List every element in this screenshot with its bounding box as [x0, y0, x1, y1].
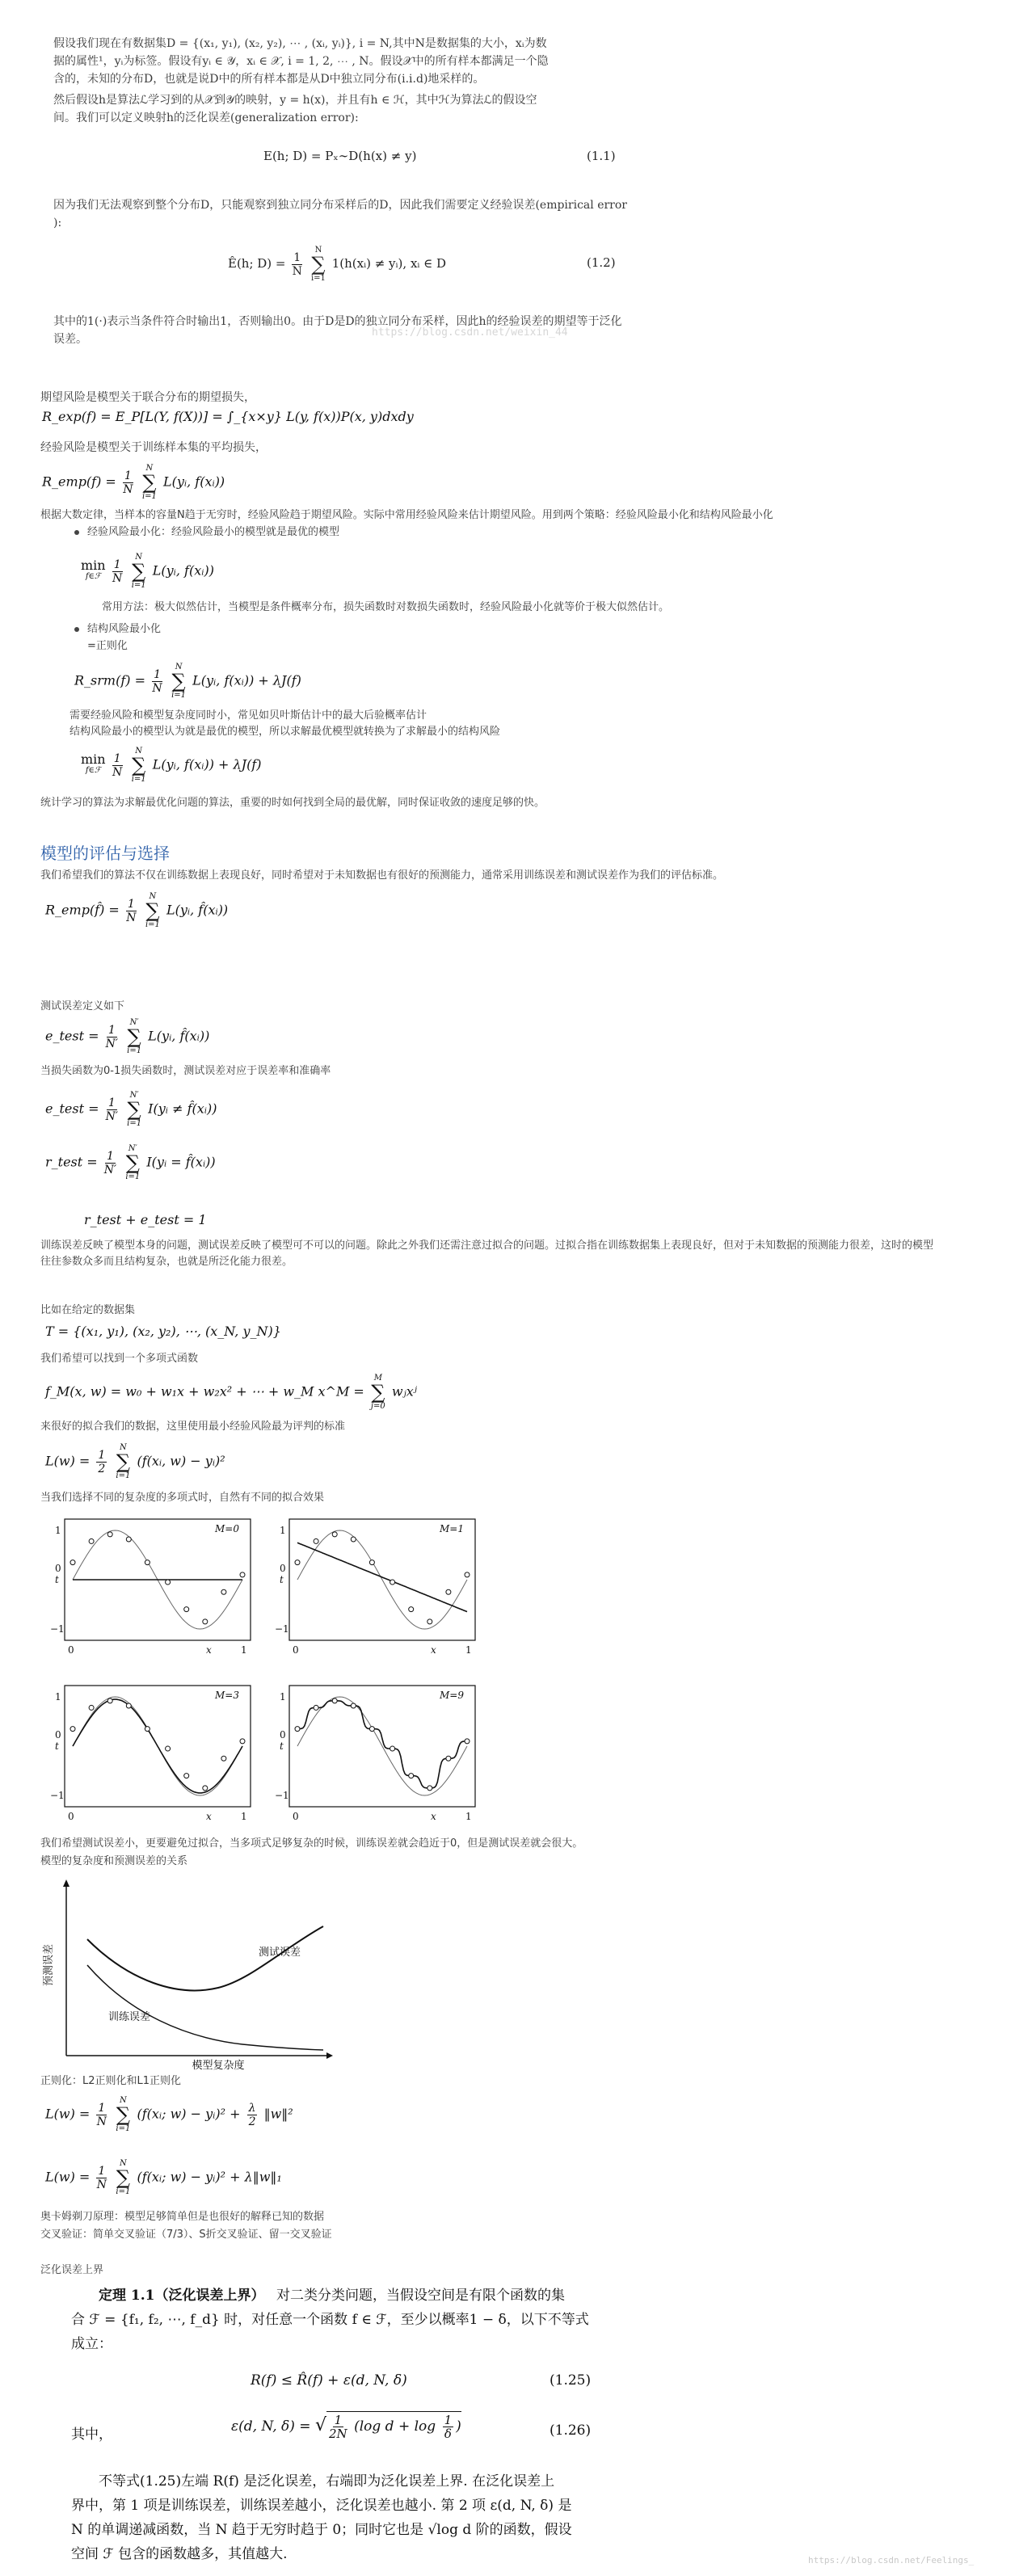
y-tick-label: 0	[280, 1729, 286, 1740]
intro-line-5: 间。我们可以定义映射h的泛化误差(generalization error):	[53, 112, 359, 124]
sum-symbol: N ∑ i=1	[131, 553, 146, 590]
data-point	[465, 1739, 470, 1744]
eval-para-11: 模型的复杂度和预测误差的关系	[40, 1855, 188, 1867]
intro-line-8: 其中的1(·)表示当条件符合时输出1，否则输出0。由于D是D的独立同分布采样，因此h的经验误差的期望等于泛化	[53, 315, 622, 328]
equation-lhs: L(w) =	[45, 1453, 91, 1469]
eval-para-2: 测试误差定义如下	[40, 1000, 125, 1012]
x-axis-label: x	[431, 1811, 436, 1822]
equation-lhs: R_srm(f) =	[74, 672, 145, 688]
data-point	[166, 1580, 171, 1585]
equation-loss	[45, 1443, 225, 1480]
x-tick-label: 1	[465, 1644, 472, 1656]
equation-1-25-number: (1.25)	[550, 2372, 592, 2389]
equation-1-2	[228, 246, 446, 283]
equation-lhs: r_test =	[45, 1154, 98, 1170]
data-point	[390, 1746, 395, 1751]
data-point	[184, 1774, 189, 1778]
equation-empirical-risk	[42, 464, 225, 501]
data-point	[351, 1703, 356, 1708]
data-point	[70, 1560, 75, 1565]
data-point	[107, 1698, 112, 1703]
true-curve	[297, 1697, 467, 1795]
sum-symbol: N ∑ i=1	[171, 663, 187, 700]
polynomial-fit-plots	[45, 1511, 482, 1850]
eval-para-8: 来很好的拟合我们的数据，这里使用最小经验风险最为评判的标准	[40, 1421, 346, 1433]
data-point	[390, 1580, 395, 1585]
eval-para-6: 比如在给定的数据集	[40, 1304, 136, 1316]
data-point	[369, 1560, 374, 1565]
equation-rhs: L(yᵢ, f(xᵢ)) + λJ(f)	[192, 672, 301, 688]
x-tick-label: 1	[241, 1811, 247, 1822]
fit-panel	[50, 1519, 251, 1656]
y-axis-label: 预测误差	[43, 1943, 55, 1987]
equation-srm	[74, 663, 301, 700]
intro-line-4: 然后假设h是算法ℒ学习到的从𝒳到𝒴的映射，y = h(x)，并且有h ∈ ℋ，其中ℋ为算法ℒ的假设空	[53, 94, 537, 107]
panel-label: M=1	[440, 1523, 464, 1534]
fraction: $\frac{\lambda}{2}$	[248, 2101, 256, 2128]
data-point	[295, 1560, 300, 1565]
equation-lhs: R_emp(f) =	[42, 474, 116, 490]
panel-label: M=3	[215, 1690, 239, 1701]
data-point	[145, 1560, 150, 1565]
eval-para-5: 往往参数众多而且结构复杂，也就是所泛化能力很差。	[40, 1256, 293, 1268]
sum-symbol: N ∑ i=1	[116, 2096, 131, 2133]
sum-symbol: N ∑ i=1	[116, 1443, 131, 1480]
y-tick-label: −1	[50, 1790, 65, 1801]
equation-etest	[45, 1018, 209, 1055]
panel-label: M=9	[440, 1690, 464, 1701]
risk-para-5: =正则化	[87, 640, 128, 652]
y-tick-label: 1	[280, 1525, 286, 1536]
fit-curve	[297, 1701, 467, 1788]
complexity-error-figure	[40, 1876, 347, 2070]
equation-1-1: E(h; D) = Pₓ∼D(h(x) ≠ y)	[263, 149, 417, 163]
equation-tail: ‖w‖²	[263, 2106, 293, 2122]
y-tick-label: −1	[275, 1790, 289, 1801]
equation-rhs: I(yᵢ = f̂(xᵢ))	[146, 1154, 216, 1170]
x-tick-label: 1	[241, 1644, 247, 1656]
equation-rhs: L(yᵢ, f(xᵢ)) + λJ(f)	[152, 756, 262, 772]
data-point	[314, 1538, 318, 1543]
equation-rhs: I(yᵢ ≠ f̂(xᵢ))	[148, 1101, 217, 1117]
min-operator: min f∈ℱ	[81, 558, 106, 581]
equation-lhs: ε(d, N, δ) =	[231, 2418, 311, 2435]
sum-symbol: N ∑ i=1	[131, 747, 146, 784]
eval-para-1: 我们希望我们的算法不仅在训练数据上表现良好，同时希望对于未知数据也有很好的预测能力，通常采用训练误差和测试误差作为我们的评估标准。	[40, 869, 724, 882]
data-point	[221, 1589, 226, 1594]
equation-polynomial	[45, 1374, 417, 1411]
data-point	[184, 1607, 189, 1612]
data-point	[70, 1727, 75, 1732]
equation-1-26	[231, 2411, 461, 2440]
x-axis-label: x	[431, 1644, 436, 1656]
equation-dataset: T = {(x₁, y₁), (x₂, y₂), ⋯, (x_N, y_N)}	[45, 1324, 281, 1339]
theorem-line-8: 空间 ℱ 包含的函数越多，其值越大.	[71, 2546, 288, 2562]
x-tick-label: 1	[465, 1811, 472, 1822]
y-tick-label: 0	[280, 1563, 286, 1574]
equation-error-rate	[45, 1091, 217, 1128]
sqrt-icon: √	[314, 2415, 326, 2435]
fraction: $\frac{1}{N}$	[96, 2101, 107, 2128]
data-point	[446, 1756, 451, 1761]
y-tick-label: −1	[275, 1623, 289, 1635]
sqrt-content: $\frac{1}{2N}$ (log d + log $\frac{1}{\delta}$ )	[326, 2411, 461, 2440]
data-point	[465, 1572, 470, 1577]
equation-1-2-rhs: 1(h(xᵢ) ≠ yᵢ), xᵢ ∈ D	[331, 256, 447, 271]
sum-symbol: M ∑ j=0	[370, 1374, 385, 1411]
fraction: $\frac{1}{N}$	[292, 250, 302, 278]
intro-line-1: 假设我们现在有数据集D = {(x₁, y₁), (x₂, y₂), ⋯ , (xᵢ, yᵢ)}, i = N,其中N是数据集的大小，xᵢ为数	[53, 37, 547, 50]
data-point	[240, 1572, 245, 1577]
data-point	[89, 1538, 94, 1543]
intro-line-2: 据的属性¹，yᵢ为标签。假设有yᵢ ∈ 𝒴，xᵢ ∈ 𝒳, i = 1, 2, ⋯ , N。假设𝒳中的所有样本都满足一个隐	[53, 55, 549, 68]
data-point	[203, 1619, 208, 1624]
data-point	[351, 1537, 356, 1542]
equation-remp-fhat	[45, 892, 228, 929]
data-point	[240, 1739, 245, 1744]
y-axis-label: t	[55, 1740, 59, 1752]
data-point	[427, 1619, 432, 1624]
min-operator: min f∈ℱ	[81, 751, 106, 775]
watermark: https://blog.csdn.net/weixin_44	[372, 326, 568, 339]
risk-para-4: 常用方法：极大似然估计，当模型是条件概率分布，损失函数时对数损失函数时，经验风险最小化就等价于极大似然估计。	[102, 601, 670, 613]
data-point	[332, 1532, 337, 1537]
sum-symbol: N′ ∑ i=1	[125, 1144, 141, 1181]
intro-line-9: 误差。	[53, 333, 87, 346]
theorem-line-7: N 的单调递减函数，当 N 趋于无穷时趋于 0；同时它也是 √log d 阶的函数，假设	[71, 2522, 572, 2538]
y-axis-arrow-icon	[63, 1879, 69, 1887]
risk-para-2: 经验风险是模型关于训练样本集的平均损失，	[40, 441, 267, 454]
equation-rhs: L(yᵢ, f(xᵢ))	[162, 474, 225, 490]
data-point	[203, 1786, 208, 1791]
fraction: $\frac{1}{N'}$	[105, 1023, 119, 1050]
x-tick-label: 0	[68, 1811, 74, 1822]
equation-rhs: (f(xᵢ; w) − yᵢ)² + λ‖w‖₁	[137, 2169, 282, 2185]
bullet-srm: 结构风险最小化	[87, 623, 162, 635]
equation-lhs: e_test =	[45, 1101, 99, 1117]
train-error-label: 训练误差	[108, 2011, 151, 2023]
risk-para-6: 需要经验风险和模型复杂度同时小，常见如贝叶斯估计中的最大后验概率估计	[69, 709, 427, 722]
equation-inner: (log d + log	[354, 2418, 436, 2435]
data-point	[409, 1607, 414, 1612]
sum-symbol: N ∑ i=1	[116, 2159, 131, 2196]
theorem-line-6: 界中，第 1 项是训练误差，训练误差越小，泛化误差也越小. 第 2 项 ε(d, N, δ) 是	[71, 2498, 572, 2514]
x-tick-label: 0	[293, 1811, 299, 1822]
fraction: $\frac{1}{N}$	[123, 469, 133, 496]
intro-line-6: 因为我们无法观察到整个分布D，只能观察到独立同分布采样后的D，因此我们需要定义经验误差(empirical error	[53, 199, 627, 212]
x-tick-label: 0	[293, 1644, 299, 1656]
theorem-line-3: 成立：	[71, 2336, 112, 2352]
y-tick-label: 0	[55, 1729, 61, 1740]
data-point	[332, 1698, 337, 1703]
true-curve	[297, 1530, 467, 1629]
data-point	[427, 1786, 432, 1791]
equation-rhs: wⱼxʲ	[391, 1383, 418, 1400]
eval-para-12: 正则化：L2正则化和L1正则化	[40, 2075, 182, 2087]
data-point	[409, 1774, 414, 1778]
fit-curve	[73, 1699, 242, 1793]
fraction: $\frac{1}{N}$	[96, 2164, 107, 2191]
data-point	[314, 1705, 318, 1710]
theorem-line-5: 不等式(1.25)左端 R(f) 是泛化误差，右端即为泛化误差上界. 在泛化误差上	[99, 2473, 555, 2490]
risk-para-3: 根据大数定律，当样本的容量N趋于无穷时，经验风险趋于期望风险。实际中常用经验风险来估计期望风险。用到两个策略：经验风险最小化和结构风险最小化	[40, 509, 773, 521]
fit-panel	[50, 1686, 251, 1822]
fraction: $\frac{1}{N'}$	[103, 1149, 117, 1176]
equation-rhs: L(yᵢ, f̂(xᵢ))	[166, 902, 229, 918]
equation-expected-risk: R_exp(f) = E_P[L(Y, f(X))] = ∫_{x×y} L(y, f(x))P(x, y)dxdy	[42, 409, 414, 424]
watermark: https://blog.csdn.net/Feelings_	[808, 2555, 975, 2565]
risk-para-8: 统计学习的算法为求解最优化问题的算法，重要的时如何找到全局的最优解，同时保证收敛的速度足够的快。	[40, 797, 545, 809]
train-error-curve	[87, 1965, 323, 2050]
equation-l2	[45, 2096, 293, 2133]
sum-symbol: N′ ∑ i=1	[127, 1091, 142, 1128]
equation-lhs: e_test =	[45, 1028, 99, 1044]
sum-symbol: N ∑ i=1	[145, 892, 160, 929]
fraction: $\frac{1}{\delta}$	[444, 2413, 453, 2441]
equation-lhs: L(w) =	[45, 2169, 91, 2185]
fit-curve	[297, 1543, 467, 1611]
data-point	[126, 1703, 131, 1708]
equation-erm	[81, 553, 214, 590]
x-axis-label: x	[206, 1644, 212, 1656]
theorem-line-4: 其中，	[71, 2427, 112, 2443]
eval-para-15: 泛化误差上界	[40, 2264, 104, 2276]
y-tick-label: −1	[50, 1623, 65, 1635]
bullet-icon	[74, 530, 79, 535]
equation-1-26-number: (1.26)	[550, 2422, 592, 2439]
sum-symbol: N ∑ i=1	[141, 464, 157, 501]
intro-line-3: 含的，未知的分布D，也就是说D中的所有样本都是从D中独立同分布(i.i.d)地采样的。	[53, 73, 485, 86]
eval-para-9: 当我们选择不同的复杂度的多项式时，自然有不同的拟合效果	[40, 1492, 325, 1504]
equation-lhs: f_M(x, w) = w₀ + w₁x + w₂x² + ⋯ + w_M x^M =	[45, 1383, 364, 1400]
theorem-title: 定理 1.1（泛化误差上界）	[99, 2288, 265, 2304]
eval-para-3: 当损失函数为0-1损失函数时，测试误差对应于误差率和准确率	[40, 1065, 331, 1077]
data-point	[446, 1589, 451, 1594]
panel-label: M=0	[215, 1523, 239, 1534]
data-point	[126, 1537, 131, 1542]
equation-1-25: R(f) ≤ R̂(f) + ε(d, N, δ)	[251, 2372, 407, 2389]
fraction: $\frac{1}{2N}$	[329, 2413, 347, 2441]
data-point	[166, 1746, 171, 1751]
eval-para-4: 训练误差反映了模型本身的问题，测试误差反映了模型可不可以的问题。除此之外我们还需注意过拟合的问题。过拟合指在训练数据集上表现良好，但对于未知数据的预测能力很差，这时的模型	[40, 1240, 934, 1252]
x-axis-label: 模型复杂度	[192, 2060, 245, 2070]
y-tick-label: 1	[280, 1691, 286, 1703]
equation-l1	[45, 2159, 282, 2196]
equation-1-1-number: (1.1)	[587, 149, 616, 163]
data-point	[89, 1705, 94, 1710]
fraction: $\frac{1}{N}$	[152, 667, 162, 695]
risk-para-1: 期望风险是模型关于联合分布的期望损失，	[40, 391, 255, 404]
equation-rhs: L(yᵢ, f(xᵢ))	[152, 562, 214, 579]
equation-srm-min	[81, 747, 261, 784]
eval-para-14: 交叉验证：简单交叉验证（7/3）、S折交叉验证、留一交叉验证	[40, 2229, 332, 2241]
data-point	[369, 1727, 374, 1732]
fraction: $\frac{1}{N'}$	[105, 1096, 119, 1123]
equation-lhs: R_emp(f̂) =	[45, 902, 120, 918]
equation-rhs: L(yᵢ, f̂(xᵢ))	[148, 1028, 210, 1044]
fraction: $\frac{1}{N}$	[112, 751, 123, 779]
fraction: $\frac{1}{2}$	[98, 1448, 106, 1475]
intro-line-7: ):	[53, 217, 62, 229]
eval-para-10: 我们希望测试误差小，更要避免过拟合，当多项式足够复杂的时候，训练误差就会趋近于0，但是测试误差就会很大。	[40, 1837, 583, 1850]
fit-panel	[275, 1686, 475, 1822]
equation-1-2-number: (1.2)	[587, 255, 616, 270]
fraction: $\frac{1}{N}$	[112, 558, 123, 585]
eval-para-13: 奥卡姆剃刀原理：模型足够简单但是也很好的解释已知的数据	[40, 2211, 325, 2223]
equation-rate-sum: r_test + e_test = 1	[84, 1212, 207, 1227]
x-axis-label: x	[206, 1811, 212, 1822]
theorem-line-2: 合 ℱ = {f₁, f₂, ⋯, f_d} 时，对任意一个函数 f ∈ ℱ，至少以概率1 − δ，以下不等式	[71, 2312, 589, 2328]
test-error-label: 测试误差	[259, 1947, 301, 1959]
section-heading: 模型的评估与选择	[40, 844, 170, 863]
equation-lhs: L(w) =	[45, 2106, 91, 2122]
fraction: $\frac{1}{N}$	[126, 897, 137, 924]
equation-accuracy	[45, 1144, 216, 1181]
sum-symbol: N′ ∑ i=1	[127, 1018, 142, 1055]
data-point	[295, 1727, 300, 1732]
eval-para-7: 我们希望可以找到一个多项式函数	[40, 1353, 199, 1365]
theorem-line-1: 对二类分类问题，当假设空间是有限个函数的集	[276, 2288, 565, 2304]
y-tick-label: 0	[55, 1563, 61, 1574]
data-point	[221, 1756, 226, 1761]
y-tick-label: 1	[55, 1525, 61, 1536]
equation-rhs: (f(xᵢ; w) − yᵢ)² +	[137, 2106, 241, 2122]
x-axis-arrow-icon	[326, 2052, 333, 2059]
risk-para-7: 结构风险最小的模型认为就是最优的模型，所以求解最优模型就转换为了求解最小的结构风险	[69, 726, 501, 738]
y-axis-label: t	[55, 1574, 59, 1585]
y-tick-label: 1	[55, 1691, 61, 1703]
y-axis-label: t	[280, 1574, 284, 1585]
x-tick-label: 0	[68, 1644, 74, 1656]
y-axis-label: t	[280, 1740, 284, 1752]
sum-symbol: N ∑ i=1	[310, 246, 326, 283]
equation-1-2-lhs: Ê(h; D) =	[228, 256, 286, 271]
bullet-icon	[74, 627, 79, 632]
equation-rhs: (f(xᵢ, w) − yᵢ)²	[137, 1453, 225, 1469]
data-point	[145, 1727, 150, 1732]
bullet-erm: 经验风险最小化：经验风险最小的模型就是最优的模型	[87, 526, 340, 538]
fit-panel	[275, 1519, 475, 1656]
data-point	[107, 1532, 112, 1537]
